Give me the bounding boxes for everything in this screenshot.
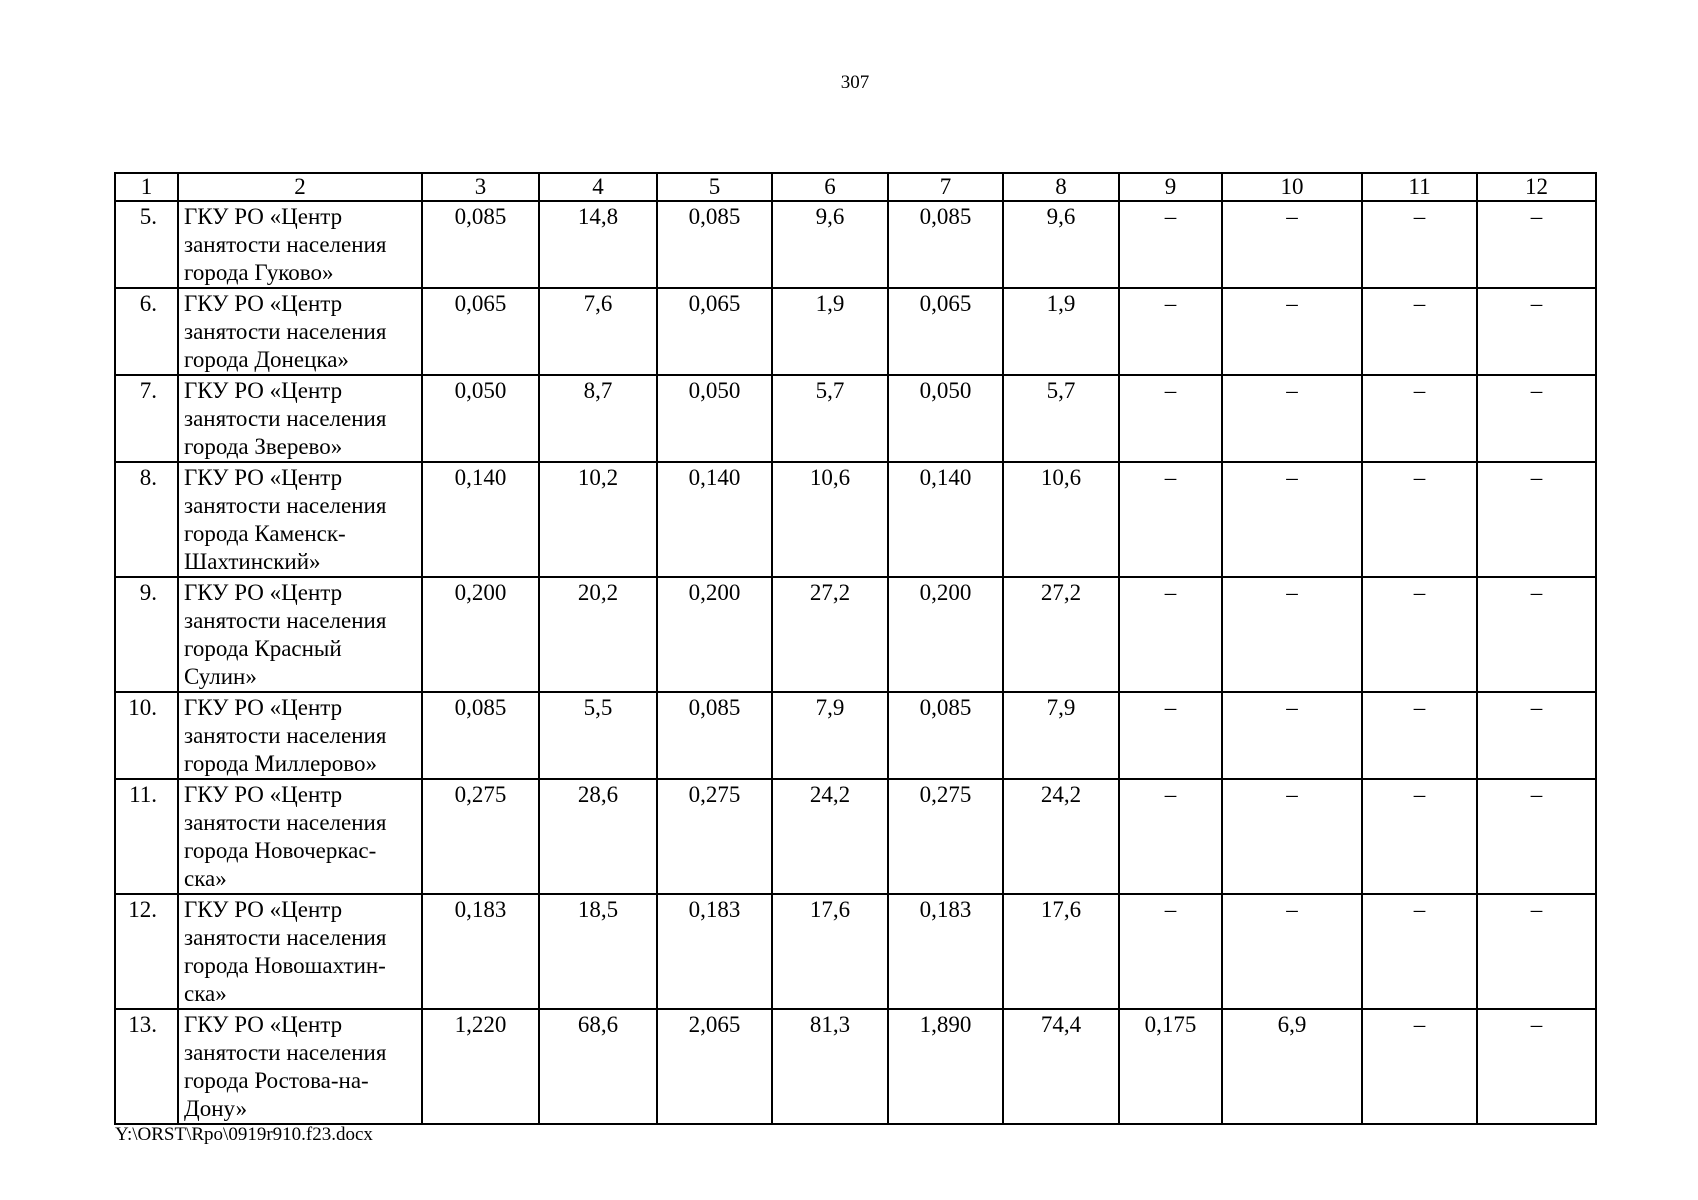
value-cell: 81,3: [772, 1009, 888, 1124]
organization-name-cell: [178, 288, 422, 375]
value-cell: –: [1222, 375, 1362, 462]
organization-name-line: занятости населения: [184, 1040, 387, 1065]
value-cell: 0,200: [888, 577, 1003, 692]
column-number-cell: 6: [772, 173, 888, 201]
value-cell: 7,9: [1003, 692, 1119, 779]
value-cell: 0,085: [422, 692, 539, 779]
value-cell: 1,890: [888, 1009, 1003, 1124]
value-cell: 0,140: [888, 462, 1003, 577]
table-row: [115, 1009, 1596, 1124]
organization-name-line: Шахтинский»: [184, 549, 321, 574]
column-number-cell: 3: [422, 173, 539, 201]
organization-name-line: ГКУ РО «Центр: [184, 465, 343, 490]
row-number-cell: 10.: [115, 692, 178, 779]
column-number-cell: 7: [888, 173, 1003, 201]
column-number-cell: 4: [539, 173, 657, 201]
value-cell: –: [1119, 375, 1222, 462]
value-cell: 2,065: [657, 1009, 772, 1124]
value-cell: 28,6: [539, 779, 657, 894]
organization-name-line: занятости населения: [184, 608, 387, 633]
column-number-cell: 10: [1222, 173, 1362, 201]
value-cell: –: [1362, 894, 1477, 1009]
value-cell: 0,085: [422, 201, 539, 288]
value-cell: 0,275: [657, 779, 772, 894]
value-cell: 0,050: [888, 375, 1003, 462]
organization-name-line: города Красный: [184, 636, 342, 661]
table-row: [115, 375, 1596, 462]
value-cell: –: [1119, 201, 1222, 288]
value-cell: –: [1477, 375, 1596, 462]
row-number-cell: 5.: [115, 201, 178, 288]
value-cell: –: [1477, 1009, 1596, 1124]
value-cell: –: [1362, 288, 1477, 375]
value-cell: 18,5: [539, 894, 657, 1009]
value-cell: 0,065: [422, 288, 539, 375]
organization-name-cell: [178, 375, 422, 462]
row-number-cell: 8.: [115, 462, 178, 577]
column-number-cell: 9: [1119, 173, 1222, 201]
row-number-cell: 6.: [115, 288, 178, 375]
value-cell: 0,175: [1119, 1009, 1222, 1124]
value-cell: 27,2: [1003, 577, 1119, 692]
value-cell: –: [1362, 1009, 1477, 1124]
value-cell: 0,183: [657, 894, 772, 1009]
value-cell: 7,9: [772, 692, 888, 779]
table-row: [115, 288, 1596, 375]
organization-name-line: ГКУ РО «Центр: [184, 782, 343, 807]
footer-file-path: Y:\ORST\Rpo\0919r910.f23.docx: [115, 1124, 373, 1145]
organization-name-cell: [178, 462, 422, 577]
organization-name-cell: [178, 692, 422, 779]
row-number-cell: 7.: [115, 375, 178, 462]
value-cell: 0,065: [888, 288, 1003, 375]
data-table: [114, 172, 1597, 1125]
value-cell: 5,5: [539, 692, 657, 779]
organization-name-line: ска»: [184, 981, 227, 1006]
organization-name-line: города Новочеркас-: [184, 838, 377, 863]
value-cell: 0,140: [657, 462, 772, 577]
organization-name-line: города Новошахтин-: [184, 953, 386, 978]
value-cell: –: [1362, 577, 1477, 692]
value-cell: –: [1477, 577, 1596, 692]
value-cell: 5,7: [772, 375, 888, 462]
organization-name-line: ГКУ РО «Центр: [184, 1012, 343, 1037]
row-number-cell: 13.: [115, 1009, 178, 1124]
value-cell: 10,6: [772, 462, 888, 577]
value-cell: 5,7: [1003, 375, 1119, 462]
value-cell: 9,6: [1003, 201, 1119, 288]
value-cell: 1,9: [1003, 288, 1119, 375]
value-cell: 0,085: [657, 201, 772, 288]
table-body: [115, 173, 1596, 1124]
value-cell: –: [1477, 288, 1596, 375]
value-cell: 1,9: [772, 288, 888, 375]
value-cell: 10,6: [1003, 462, 1119, 577]
value-cell: 27,2: [772, 577, 888, 692]
column-number-cell: 2: [178, 173, 422, 201]
organization-name-line: города Зверево»: [184, 434, 343, 459]
value-cell: 0,065: [657, 288, 772, 375]
value-cell: 0,183: [422, 894, 539, 1009]
column-number-row: [115, 173, 1596, 201]
value-cell: 17,6: [772, 894, 888, 1009]
value-cell: –: [1222, 462, 1362, 577]
value-cell: 6,9: [1222, 1009, 1362, 1124]
column-number-cell: 11: [1362, 173, 1477, 201]
organization-name-line: Дону»: [184, 1096, 248, 1121]
value-cell: –: [1119, 692, 1222, 779]
value-cell: 9,6: [772, 201, 888, 288]
table-row: [115, 201, 1596, 288]
table-row: [115, 692, 1596, 779]
value-cell: –: [1119, 894, 1222, 1009]
value-cell: –: [1119, 462, 1222, 577]
organization-name-line: ГКУ РО «Центр: [184, 204, 343, 229]
value-cell: 0,275: [888, 779, 1003, 894]
organization-name-line: города Донецка»: [184, 347, 349, 372]
organization-name-cell: [178, 779, 422, 894]
organization-name-cell: [178, 577, 422, 692]
value-cell: 74,4: [1003, 1009, 1119, 1124]
value-cell: –: [1119, 288, 1222, 375]
value-cell: –: [1222, 779, 1362, 894]
value-cell: 17,6: [1003, 894, 1119, 1009]
value-cell: 0,275: [422, 779, 539, 894]
organization-name-line: ГКУ РО «Центр: [184, 291, 343, 316]
value-cell: 0,200: [657, 577, 772, 692]
value-cell: –: [1222, 692, 1362, 779]
value-cell: 0,085: [657, 692, 772, 779]
organization-name-line: занятости населения: [184, 723, 387, 748]
organization-name-line: ГКУ РО «Центр: [184, 695, 343, 720]
value-cell: –: [1477, 462, 1596, 577]
value-cell: –: [1222, 288, 1362, 375]
organization-name-cell: [178, 1009, 422, 1124]
column-number-cell: 8: [1003, 173, 1119, 201]
value-cell: –: [1477, 692, 1596, 779]
value-cell: –: [1362, 375, 1477, 462]
organization-name-line: города Гуково»: [184, 260, 334, 285]
organization-name-line: ГКУ РО «Центр: [184, 580, 343, 605]
organization-name-line: ГКУ РО «Центр: [184, 897, 343, 922]
value-cell: –: [1362, 692, 1477, 779]
organization-name-line: занятости населения: [184, 493, 387, 518]
table-row: [115, 894, 1596, 1009]
column-number-cell: 5: [657, 173, 772, 201]
organization-name-line: занятости населения: [184, 810, 387, 835]
value-cell: 20,2: [539, 577, 657, 692]
organization-name-line: ГКУ РО «Центр: [184, 378, 343, 403]
value-cell: 68,6: [539, 1009, 657, 1124]
value-cell: 24,2: [772, 779, 888, 894]
organization-name-line: Сулин»: [184, 664, 257, 689]
value-cell: 8,7: [539, 375, 657, 462]
value-cell: –: [1477, 894, 1596, 1009]
value-cell: 1,220: [422, 1009, 539, 1124]
value-cell: –: [1362, 779, 1477, 894]
organization-name-cell: [178, 894, 422, 1009]
value-cell: 0,140: [422, 462, 539, 577]
row-number-cell: 9.: [115, 577, 178, 692]
column-number-cell: 1: [115, 173, 178, 201]
row-number-cell: 12.: [115, 894, 178, 1009]
page-number: 307: [840, 72, 870, 93]
organization-name-line: занятости населения: [184, 232, 387, 257]
value-cell: 0,050: [422, 375, 539, 462]
value-cell: 0,085: [888, 201, 1003, 288]
value-cell: 14,8: [539, 201, 657, 288]
value-cell: –: [1222, 577, 1362, 692]
value-cell: –: [1362, 462, 1477, 577]
table-row: [115, 462, 1596, 577]
organization-name-line: города Ростова-на-: [184, 1068, 369, 1093]
table-row: [115, 577, 1596, 692]
value-cell: 0,085: [888, 692, 1003, 779]
organization-name-line: ска»: [184, 866, 227, 891]
organization-name-line: занятости населения: [184, 925, 387, 950]
column-number-cell: 12: [1477, 173, 1596, 201]
organization-name-cell: [178, 201, 422, 288]
value-cell: 7,6: [539, 288, 657, 375]
value-cell: 10,2: [539, 462, 657, 577]
organization-name-line: города Миллерово»: [184, 751, 377, 776]
value-cell: –: [1477, 201, 1596, 288]
table-row: [115, 779, 1596, 894]
row-number-cell: 11.: [115, 779, 178, 894]
value-cell: –: [1119, 779, 1222, 894]
value-cell: –: [1362, 201, 1477, 288]
value-cell: 0,200: [422, 577, 539, 692]
organization-name-line: занятости населения: [184, 406, 387, 431]
value-cell: –: [1222, 894, 1362, 1009]
value-cell: –: [1222, 201, 1362, 288]
value-cell: 24,2: [1003, 779, 1119, 894]
value-cell: 0,050: [657, 375, 772, 462]
organization-name-line: города Каменск-: [184, 521, 346, 546]
value-cell: 0,183: [888, 894, 1003, 1009]
organization-name-line: занятости населения: [184, 319, 387, 344]
value-cell: –: [1119, 577, 1222, 692]
value-cell: –: [1477, 779, 1596, 894]
